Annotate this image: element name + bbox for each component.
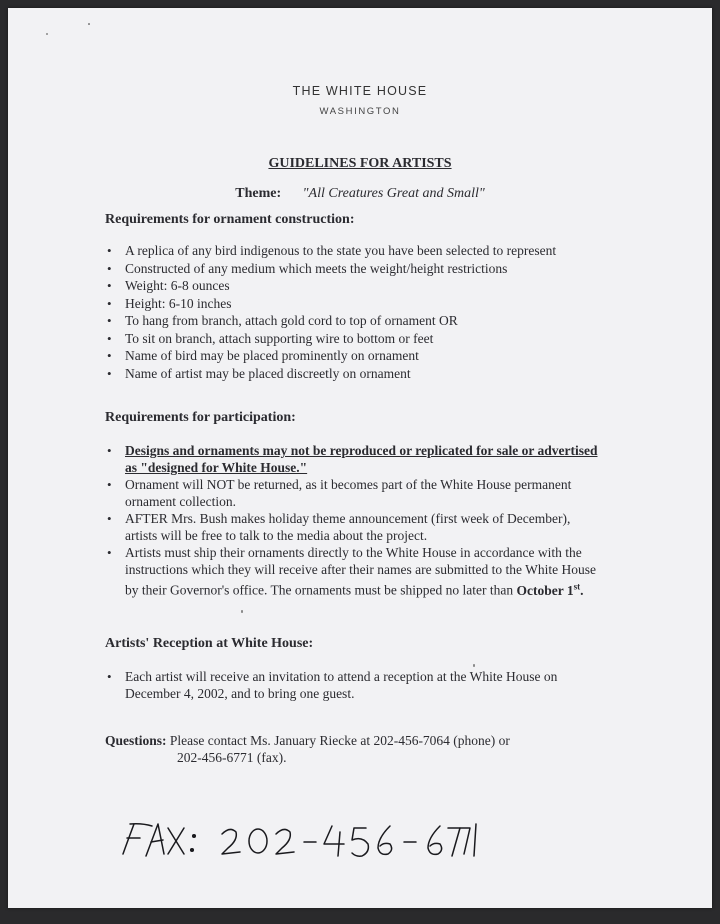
- list-item: • To sit on branch, attach supporting wire to bottom or feet: [105, 330, 605, 347]
- paper-speck: [473, 664, 475, 667]
- reproduction-warning: Designs and ornaments may not be reproduced or replicated for sale or advertised as "designed for White House.": [125, 443, 598, 475]
- list-item: • Name of artist may be placed discreetly on ornament: [105, 365, 605, 382]
- questions-contact: Please contact Ms. January Riecke at 202-456-7064 (phone) or: [169, 733, 510, 748]
- paper-speck: [88, 23, 90, 25]
- document-title: GUIDELINES FOR ARTISTS: [268, 156, 452, 171]
- date-ordinal: st: [573, 581, 581, 591]
- construction-heading: Requirements for ornament construction:: [105, 212, 355, 227]
- questions-label: Questions:: [105, 733, 167, 748]
- letterhead-subtitle: WASHINGTON: [319, 106, 401, 117]
- list-item: • AFTER Mrs. Bush makes holiday theme announcement (first week of December), artists will be free to talk to the media about the project.: [105, 510, 600, 544]
- participation-list: [105, 442, 600, 599]
- list-item: • Weight: 6-8 ounces: [105, 277, 605, 294]
- reception-heading: Artists' Reception at White House:: [105, 636, 314, 651]
- shipping-deadline: [516, 583, 583, 598]
- list-item: • Ornament will NOT be returned, as it becomes part of the White House permanent ornament collection.: [105, 476, 600, 510]
- letterhead-title: THE WHITE HOUSE: [292, 84, 428, 98]
- list-item: • A replica of any bird indigenous to the state you have been selected to represent: [105, 242, 605, 259]
- questions-line-2: 202-456-6771 (fax).: [177, 750, 287, 765]
- reception-list: [105, 668, 575, 702]
- shipping-date: October 1: [516, 582, 574, 598]
- list-item: • Constructed of any medium which meets the weight/height restrictions: [105, 260, 605, 277]
- list-item: [105, 544, 600, 599]
- list-item: • Height: 6-10 inches: [105, 295, 605, 312]
- shipping-text: Artists must ship their ornaments directly to the White House in accordance with the instructions which they will receive after their names are submitted to the White House by their Governor's office. The ornaments must be shipped no later than: [125, 545, 596, 598]
- shipping-period: .: [580, 582, 584, 598]
- questions-line-1: [105, 732, 625, 749]
- paper-speck: [241, 610, 243, 613]
- list-item: • Name of bird may be placed prominently on ornament: [105, 347, 605, 364]
- paper-speck: [46, 33, 48, 35]
- participation-heading: Requirements for participation:: [105, 410, 296, 425]
- theme-label: Theme:: [235, 186, 282, 201]
- list-item: [105, 442, 600, 476]
- construction-list: [105, 242, 605, 382]
- handwritten-fax-note: [118, 814, 478, 878]
- theme-line: [8, 186, 712, 202]
- questions-block: [105, 732, 625, 766]
- theme-value: "All Creatures Great and Small": [302, 186, 485, 201]
- document-page: [8, 8, 712, 908]
- list-item: • Each artist will receive an invitation to attend a reception at the White House on December 4, 2002, and to bring one guest.: [105, 668, 575, 702]
- list-item: • To hang from branch, attach gold cord to top of ornament OR: [105, 312, 605, 329]
